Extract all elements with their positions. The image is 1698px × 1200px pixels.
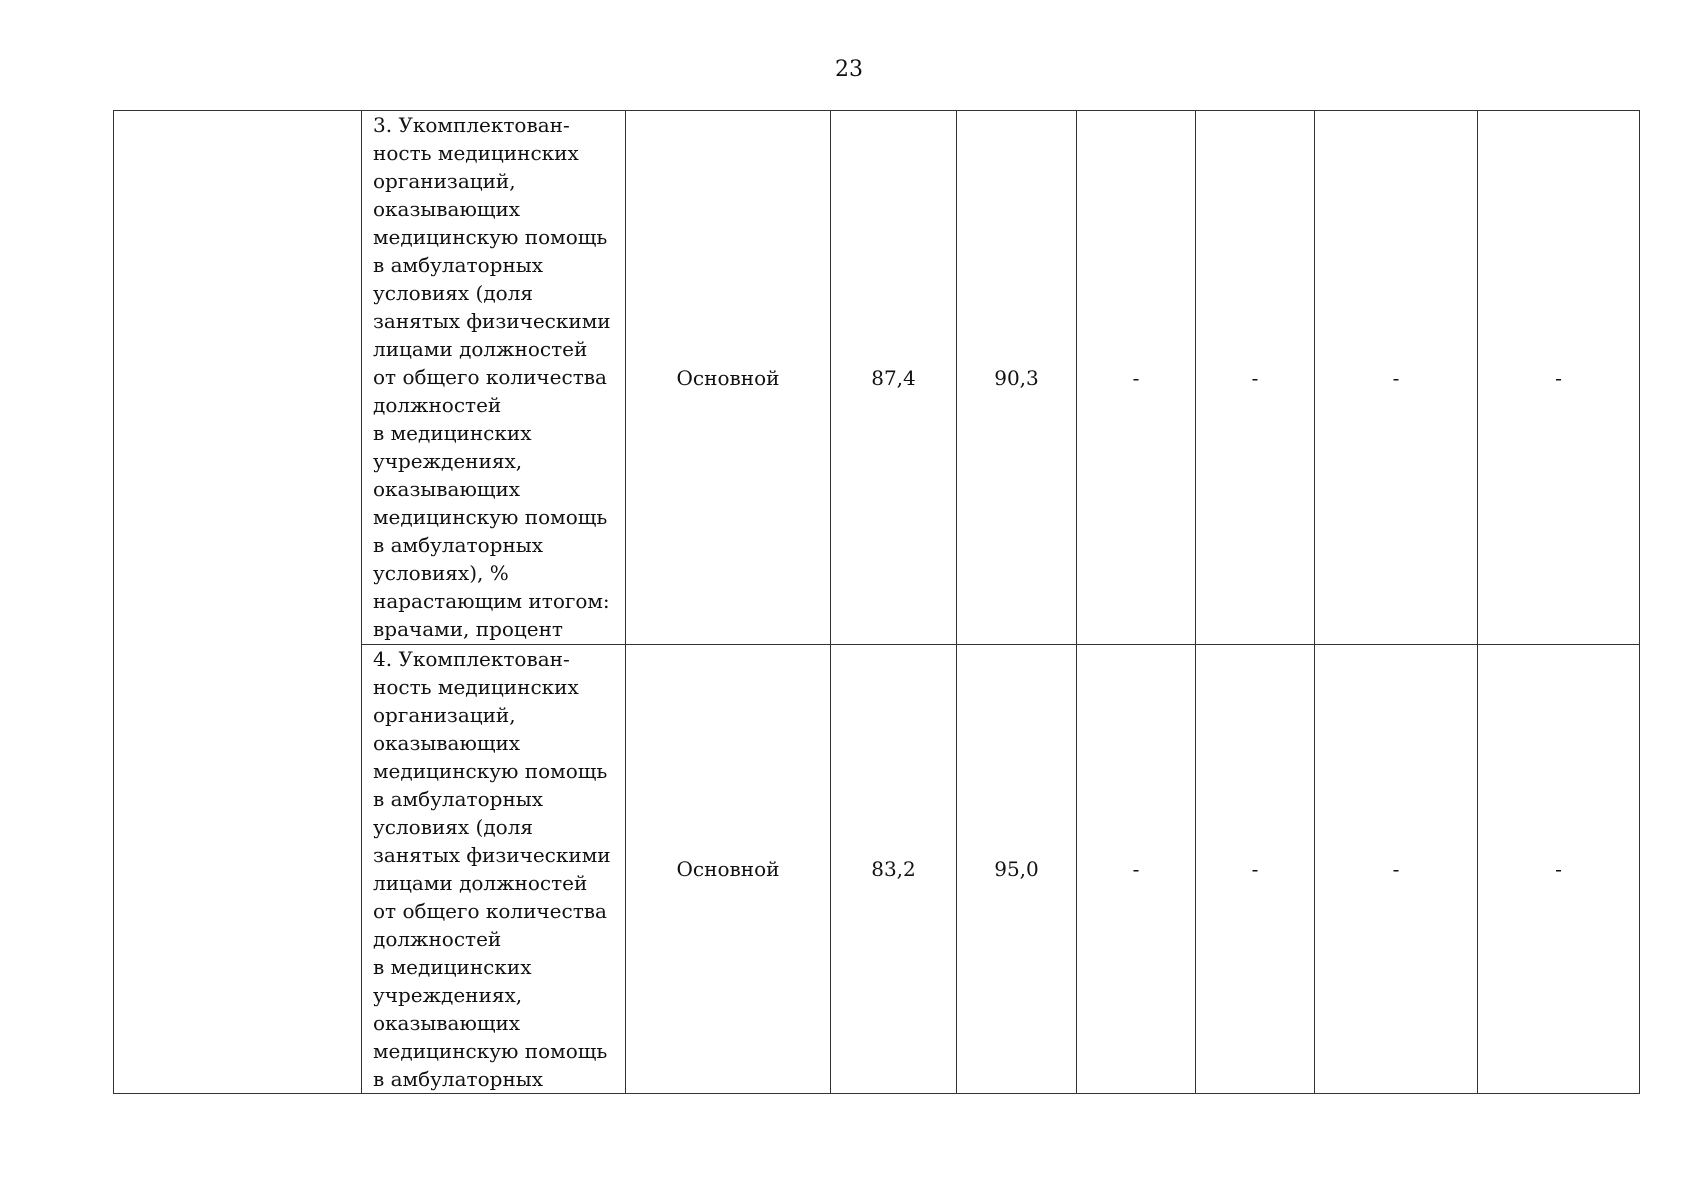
value-cell: - bbox=[1315, 111, 1478, 645]
value-cell: - bbox=[1196, 111, 1315, 645]
indicator-name-cell: 3. Укомплектован- ность медицинских организаций, оказывающих медицинскую помощь в амбулаторных условиях (доля занятых физическими лицами должностей от общего количества должностей в медицинских учреждениях, оказывающих медицинскую помощь в амбулаторных условиях), % нарастающим итогом: врачами, процент bbox=[362, 111, 626, 645]
value-cell: 83,2 bbox=[831, 645, 957, 1094]
indicator-name-cell bbox=[362, 645, 626, 1094]
indicator-type-cell: Основной bbox=[626, 111, 831, 645]
value-cell: - bbox=[1077, 645, 1196, 1094]
value-cell: - bbox=[1077, 111, 1196, 645]
value-cell: 90,3 bbox=[957, 111, 1077, 645]
value-cell: - bbox=[1478, 645, 1640, 1094]
table-row bbox=[114, 111, 1640, 645]
value-cell: 87,4 bbox=[831, 111, 957, 645]
value-cell: - bbox=[1315, 645, 1478, 1094]
empty-merged-cell bbox=[114, 111, 362, 1094]
value-cell: 95,0 bbox=[957, 645, 1077, 1094]
indicator-type-cell: Основной bbox=[626, 645, 831, 1094]
indicator-name-text: 4. Укомплектован- ность медицинских организаций, оказывающих медицинскую помощь в амбулаторных условиях (доля занятых физическими лицами должностей от общего количества должностей в медицинских учреждениях, оказывающих медицинскую помощь в амбулаторных bbox=[373, 647, 611, 1091]
value-cell: - bbox=[1196, 645, 1315, 1094]
indicator-table bbox=[113, 110, 1640, 1094]
value-cell: - bbox=[1478, 111, 1640, 645]
page-number: 23 bbox=[835, 57, 863, 82]
